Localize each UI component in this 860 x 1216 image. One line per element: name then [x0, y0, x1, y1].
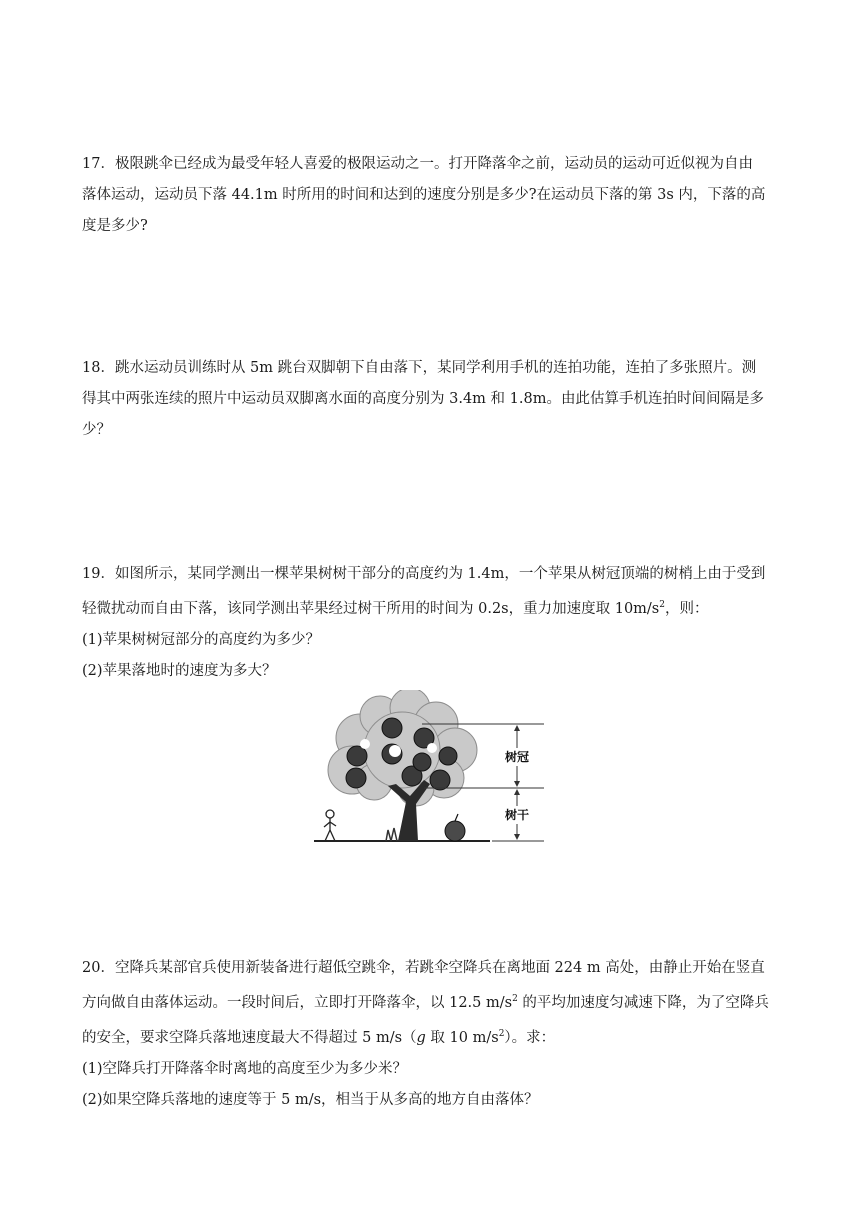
- apple-tree-diagram: [312, 690, 546, 850]
- question-17-line-1: 17．极限跳伞已经成为最受年轻人喜爱的极限运动之一。打开降落伞之前，运动员的运动可近似视为自由: [82, 156, 753, 172]
- apple-stem: [455, 814, 458, 821]
- question-19-sub-2: (2)苹果落地时的速度为多大？: [82, 662, 277, 679]
- question-20-sub-2: (2)如果空降兵落地的速度等于 5 m/s，相当于从多高的地方自由落体？: [82, 1091, 539, 1108]
- apple-tree-figure: [312, 690, 546, 850]
- trunk-label: 树干: [504, 808, 530, 822]
- question-20-sub-1: (1)空降兵打开降落伞时离地的高度至少为多少米？: [82, 1060, 408, 1077]
- question-17-line-2: 落体运动，运动员下落 44.1m 时所用的时间和达到的速度分别是多少?在运动员下落的第 3s 内，下落的高: [82, 187, 766, 203]
- question-19-line-1: 19．如图所示，某同学测出一棵苹果树树干部分的高度约为 1.4m，一个苹果从树冠顶端的树梢上由于受到: [82, 566, 766, 582]
- question-20-line-3: 的安全，要求空降兵落地速度最大不得超过 5 m/s（g 取 10 $m/s^2$）。求：: [82, 1028, 556, 1046]
- fallen-apple: [445, 821, 465, 841]
- question-18-line-1: 18．跳水运动员训练时从 5m 跳台双脚朝下自由落下，某同学利用手机的连拍功能，连拍了多张照片。测: [82, 360, 757, 376]
- crown-label: 树冠: [504, 750, 530, 764]
- question-18-line-3: 少？: [82, 422, 111, 438]
- question-19-line-2: 轻微扰动而自由下落，该同学测出苹果经过树干所用的时间为 0.2s，重力加速度取 $10m/s^2$，则：: [82, 600, 709, 617]
- grass: [386, 828, 397, 841]
- question-19: [82, 559, 778, 687]
- question-20-line-2: 方向做自由落体运动。一段时间后，立即打开降落伞，以 12.5 $m/s^2$ 的平均加速度匀减速下降，为了空降兵: [82, 994, 769, 1011]
- person-figure: [324, 810, 336, 841]
- question-18-line-2: 得其中两张连续的照片中运动员双脚离水面的高度分别为 3.4m 和 1.8m。由此估算手机连拍时间间隔是多: [82, 391, 764, 407]
- question-17-line-3: 度是多少?: [82, 218, 148, 234]
- question-18: [82, 353, 778, 446]
- question-19-sub-1: (1)苹果树树冠部分的高度约为多少？: [82, 631, 321, 648]
- question-20-line-1: 20．空降兵某部官兵使用新装备进行超低空跳伞，若跳伞空降兵在离地面 224 m 高处，由静止开始在竖直: [82, 960, 765, 976]
- question-17: [82, 149, 778, 242]
- question-20: [82, 953, 778, 1116]
